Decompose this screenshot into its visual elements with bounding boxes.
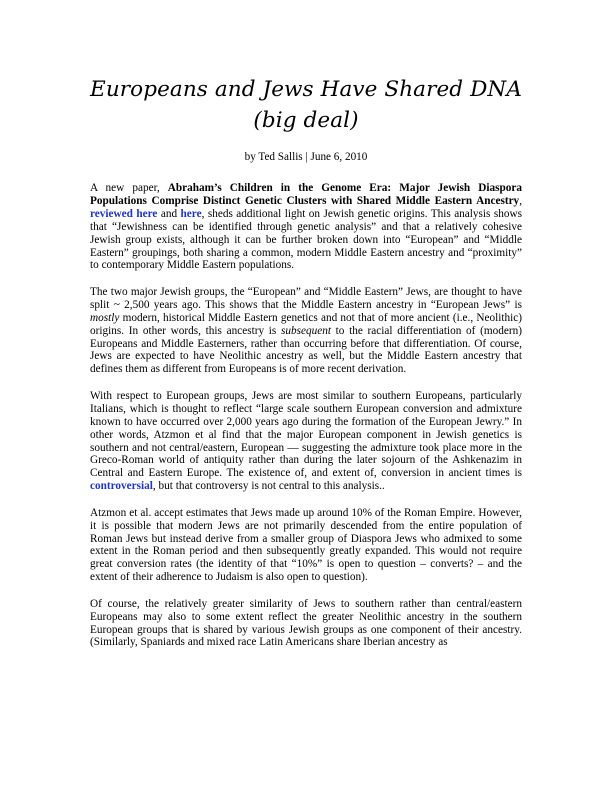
paragraph-4: Atzmon et al. accept estimates that Jews made up around 10% of the Roman Empire. However, it is possible that modern Jews are not primarily descended from the entire population of Roman Jews but instead derive from a smaller group of Diaspora Jews who admixed to some extent in the Roman period and then subsequently greatly expanded. This would not require great conversion rates (the identity of that “10%” is open to question – converts? – and the extent of their adherence to Judaism is also open to question). [90, 506, 522, 584]
emphasis-subsequent: subsequent [280, 324, 331, 337]
page-title: Europeans and Jews Have Shared DNA (big deal) [90, 77, 522, 133]
text-run: , [519, 194, 522, 207]
byline: by Ted Sallis | June 6, 2010 [244, 151, 368, 163]
paragraph-3 [90, 390, 522, 493]
text-run: and [157, 207, 181, 220]
reviewed-here-link[interactable]: reviewed here [90, 207, 158, 220]
text-run: A new paper, [90, 182, 168, 194]
text-run: The two major Jewish groups, the “European” and “Middle Eastern” Jews, are thought to have split ~ 2,500 years ago. This shows that the Middle Eastern ancestry in “European Jews” is [90, 285, 522, 311]
paper-title: Abraham’s Children in the Genome Era: Major Jewish Diaspora Populations Comprise Distinct Genetic Clusters with Shared Middle Eastern Ancestry [90, 182, 522, 207]
text-run: , sheds additional light on Jewish genetic origins. This analysis shows that “Jewishness can be identified through genetic analysis” and that a relatively cohesive Jewish group exists, although it can be further broken down into “European” and “Middle Eastern” groupings, both sharing a common, modern Middle Eastern ancestry and “proximity” to contemporary Middle Eastern populations. [90, 207, 523, 272]
paragraph-2 [90, 286, 522, 376]
paragraph-1 [90, 182, 522, 272]
emphasis-mostly: mostly [90, 311, 120, 324]
paragraph-5: Of course, the relatively greater similarity of Jews to southern rather than central/eastern Europeans may also to some extent reflect the greater Neolithic ancestry in the southern European groups that is shared by various Jewish groups as one component of their ancestry. (Similarly, Spaniards and mixed race Latin Americans share Iberian ancestry as [90, 597, 522, 649]
article-body [90, 182, 522, 649]
text-run: , but that controversy is not central to this analysis.. [152, 480, 385, 493]
text-run: With respect to European groups, Jews are most similar to southern Europeans, particularly Italians, which is thought to reflect “large scale southern European conversion and admixture known to have occurred over 2,000 years ago during the formation of the European Jewry.” In other words, Atzmon et al find that the major European component in Jewish genetics is southern and not central/eastern, European — suggesting the admixture took place more in the Greco-Roman world of antiquity rather than during the later sojourn of the Ashkenazim in Central and Eastern Europe. The existence of, and extent of, conversion in ancient times is [90, 389, 522, 480]
text-run: modern, historical Middle Eastern genetics and not that of more ancient (i.e., Neolithic) origins. In other words, this ancestry is [90, 311, 522, 337]
text-run: to the racial differentiation of (modern) Europeans and Middle Easterners, rather than occurring before that differentiation. Of course, Jews are expected to have Neolithic ancestry as well, but the Middle Eastern ancestry that defines them as different from Europeans is of more recent derivation. [90, 324, 522, 376]
here-link[interactable]: here [180, 207, 202, 220]
controversial-link[interactable]: controversial [90, 480, 153, 493]
